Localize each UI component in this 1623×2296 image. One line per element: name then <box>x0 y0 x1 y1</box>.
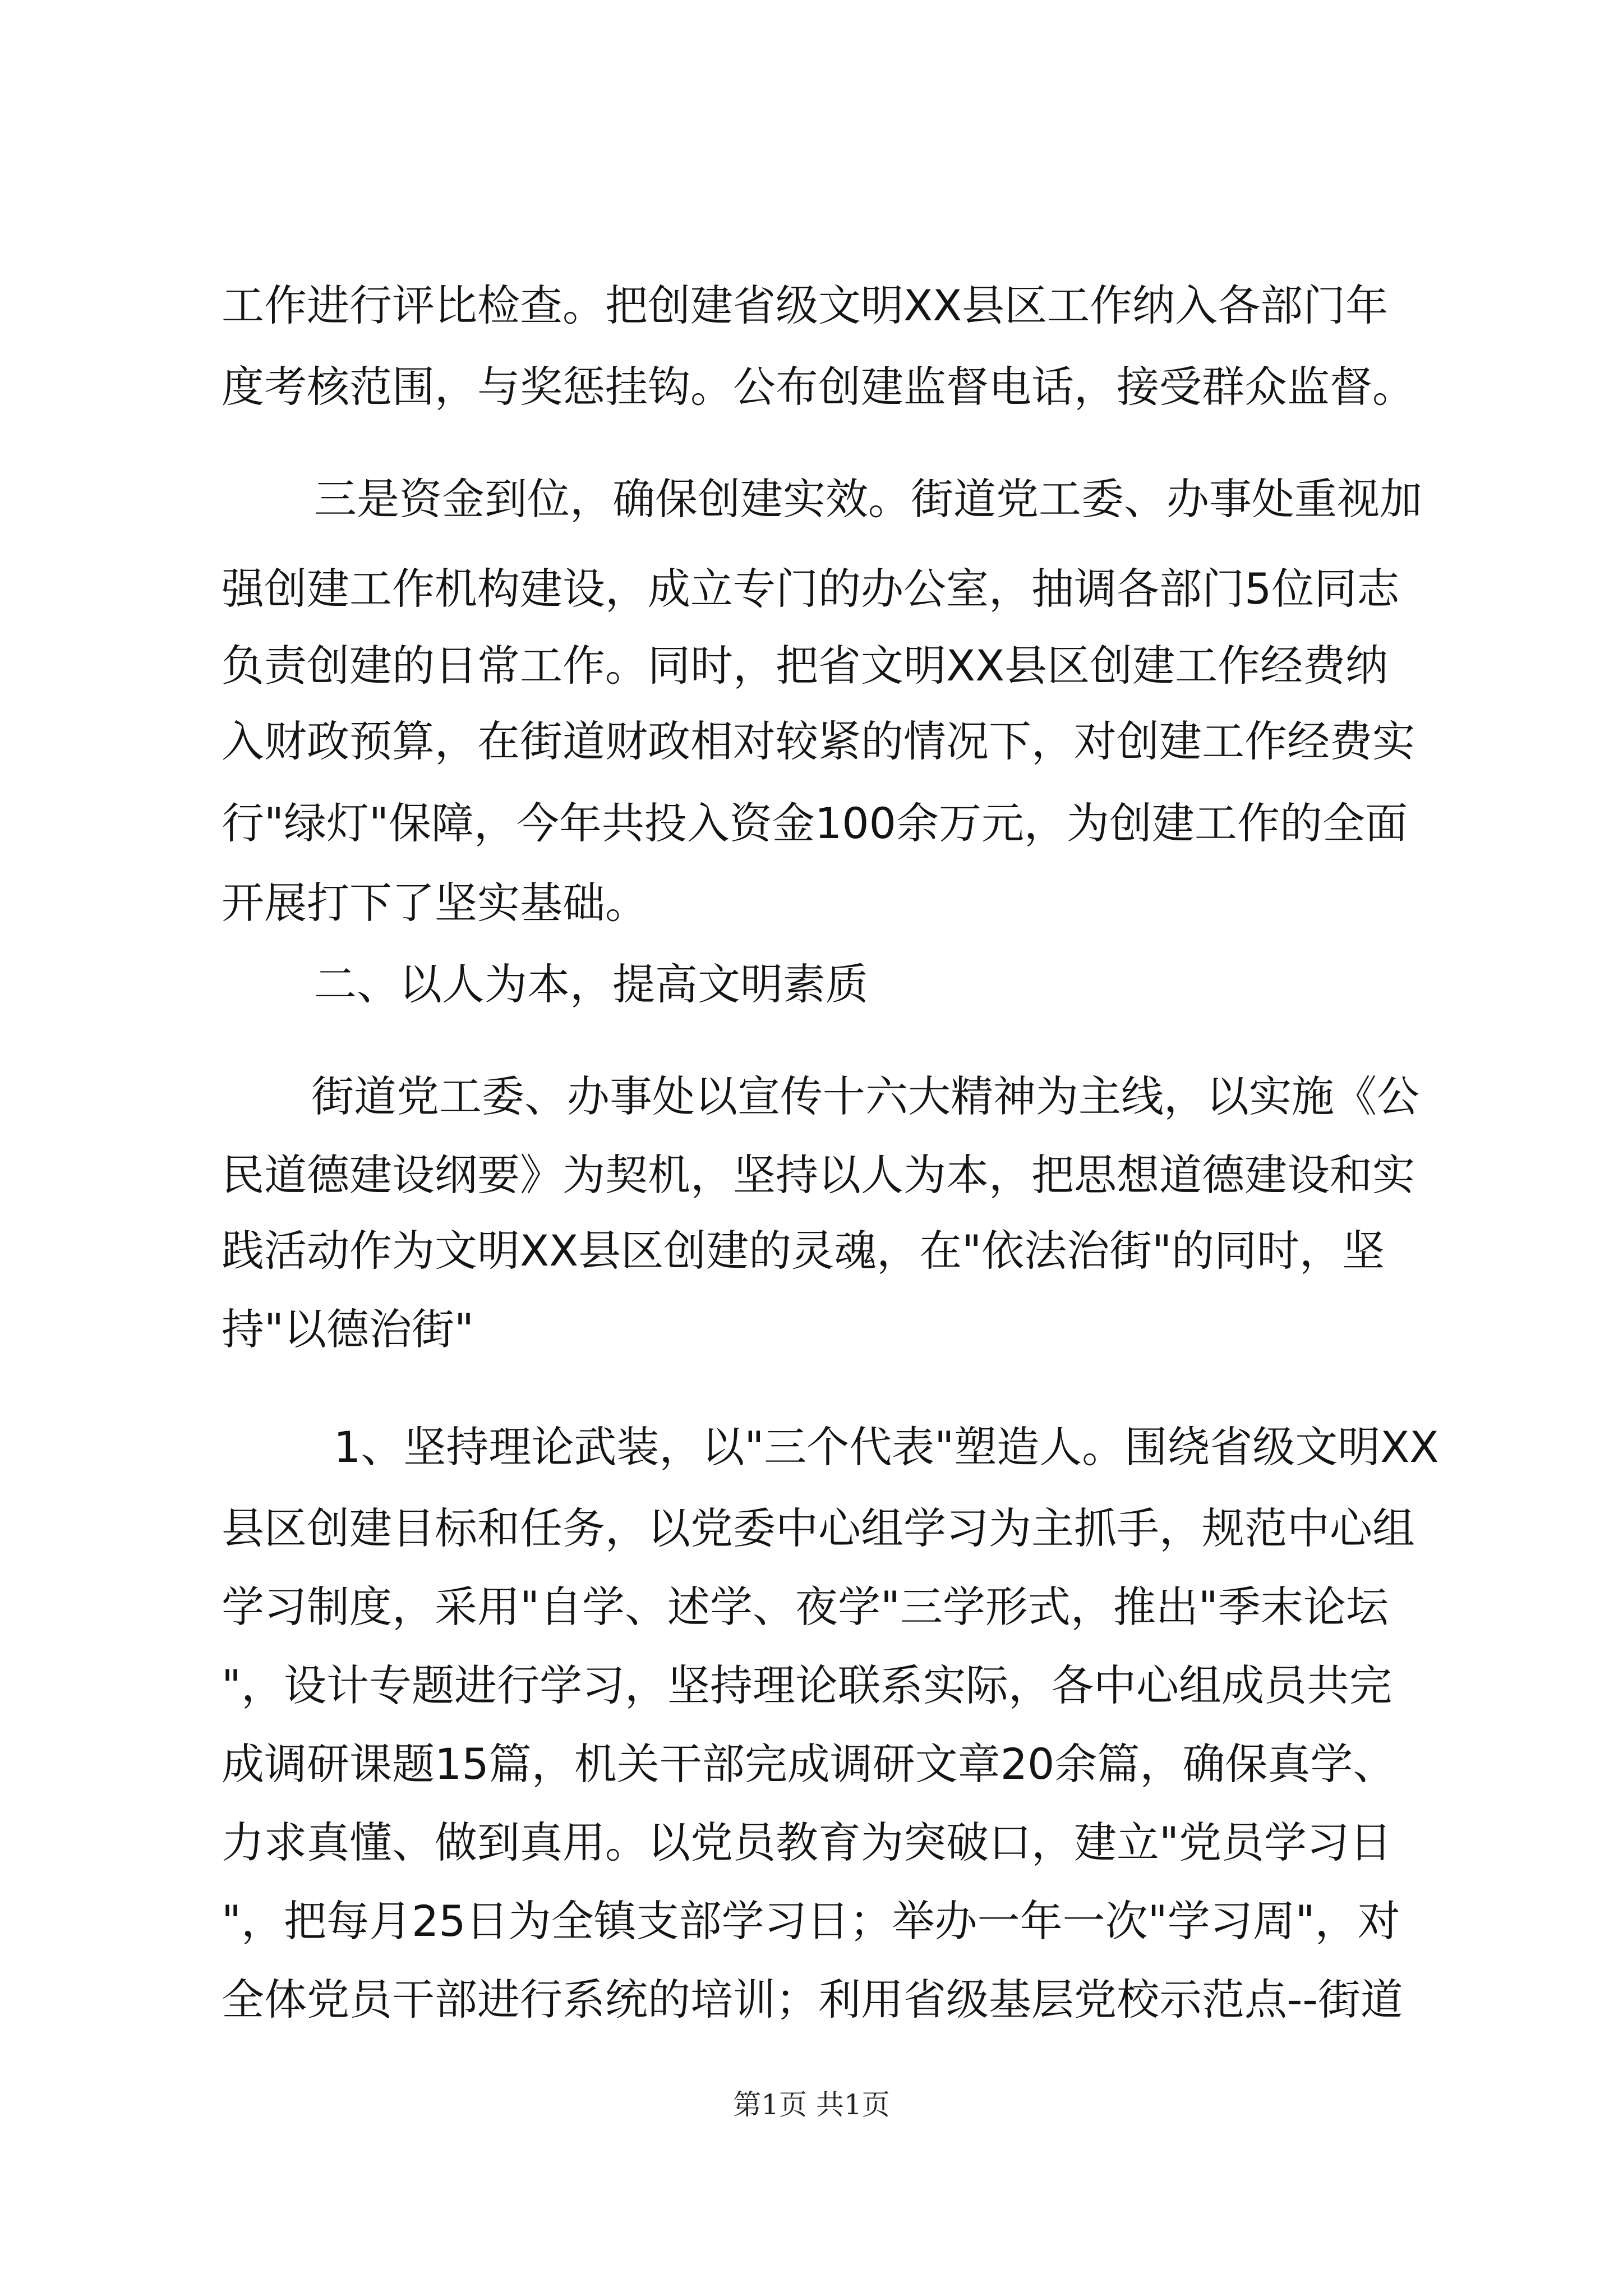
text-line: 街道党工委、办事处以宣传十六大精神为主线，以实施《公 <box>311 1071 1419 1121</box>
text-line: 开展打下了坚实基础。 <box>222 878 648 928</box>
text-line: 成调研课题15篇，机关干部完成调研文章20余篇，确保真学、 <box>222 1739 1396 1789</box>
text-line: 1、坚持理论武装，以"三个代表"塑造人。围绕省级文明XX <box>334 1422 1439 1472</box>
text-line: 负责创建的日常工作。同时，把省文明XX县区创建工作经费纳 <box>222 641 1389 691</box>
text-line: 县区创建目标和任务，以党委中心组学习为主抓手，规范中心组 <box>222 1503 1415 1553</box>
text-line: 强创建工作机构建设，成立专门的办公室，抽调各部门5位同志 <box>222 564 1400 614</box>
page-footer: 第1页 共1页 <box>733 2088 890 2121</box>
text-line: 全体党员干部进行系统的培训；利用省级基层党校示范点--街道 <box>222 1975 1403 2024</box>
text-line: 度考核范围，与奖惩挂钩。公布创建监督电话，接受群众监督。 <box>222 362 1415 412</box>
text-line: 持"以德治街" <box>222 1304 474 1354</box>
section-heading: 二、以人为本，提高文明素质 <box>314 959 868 1009</box>
text-line: "，把每月25日为全镇支部学习日；举办一年一次"学习周"，对 <box>222 1896 1400 1946</box>
text-line: 三是资金到位，确保创建实效。街道党工委、办事处重视加 <box>314 474 1422 524</box>
text-line: "，设计专题进行学习，坚持理论联系实际，各中心组成员共完 <box>222 1660 1392 1710</box>
text-line: 力求真懂、做到真用。以党员教育为突破口，建立"党员学习日 <box>222 1818 1392 1867</box>
text-line: 民道德建设纲要》为契机，坚持以人为本，把思想道德建设和实 <box>222 1150 1415 1200</box>
text-line: 行"绿灯"保障，今年共投入资金100余万元，为创建工作的全面 <box>222 798 1408 848</box>
text-line: 工作进行评比检查。把创建省级文明XX县区工作纳入各部门年 <box>222 280 1389 330</box>
text-line: 入财政预算，在街道财政相对较紧的情况下，对创建工作经费实 <box>222 716 1415 766</box>
text-line: 践活动作为文明XX县区创建的灵魂，在"依法治街"的同时，坚 <box>222 1226 1385 1276</box>
text-line: 学习制度，采用"自学、述学、夜学"三学形式，推出"季末论坛 <box>222 1582 1389 1632</box>
